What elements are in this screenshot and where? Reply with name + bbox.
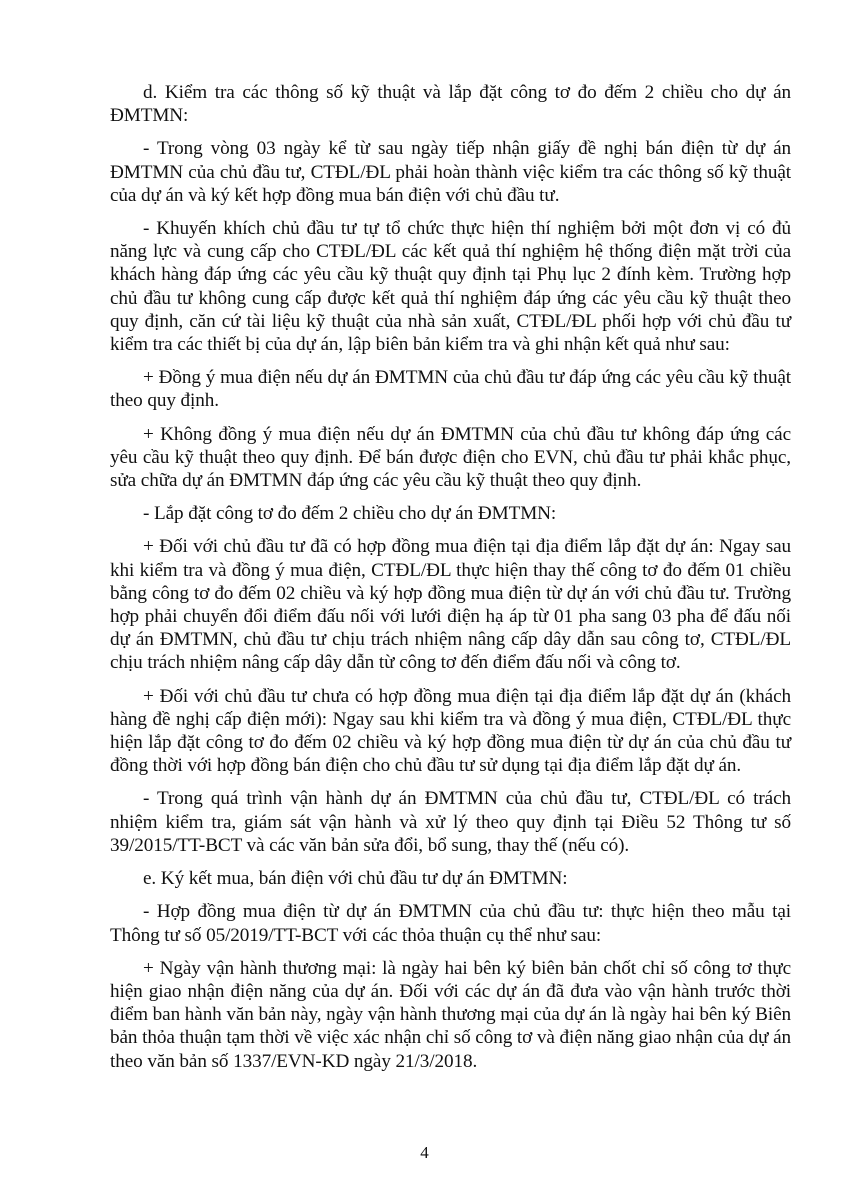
section-d-heading: d. Kiểm tra các thông số kỹ thuật và lắp đặt công tơ đo đếm 2 chiều cho dự án ĐMTMN:	[110, 82, 791, 127]
document-page	[110, 81, 791, 1083]
paragraph-existing-contract: + Đối với chủ đầu tư đã có hợp đồng mua điện tại địa điểm lắp đặt dự án: Ngay sau khi kiểm tra và đồng ý mua điện, CTĐL/ĐL thực hiện thay thế công tơ đo đếm 01 chiều bằng công tơ đo đếm 02 chiều và ký hợp đồng mua điện từ dự án với chủ đầu tư. Trường hợp phải chuyển đổi điểm đấu nối với lưới điện hạ áp từ 01 pha sang 03 pha để đấu nối dự án ĐMTMN, chủ đầu tư chịu trách nhiệm nâng cấp dây dẫn sau công tơ, CTĐL/ĐL chịu trách nhiệm nâng cấp dây dẫn từ công tơ đến điểm đấu nối và công tơ.	[110, 536, 791, 674]
paragraph-disagree-purchase: + Không đồng ý mua điện nếu dự án ĐMTMN của chủ đầu tư không đáp ứng các yêu cầu kỹ thuật theo quy định. Để bán được điện cho EVN, chủ đầu tư phải khắc phục, sửa chữa dự án ĐMTMN đáp ứng các yêu cầu kỹ thuật theo quy định.	[110, 423, 791, 492]
paragraph-operation-supervision: - Trong quá trình vận hành dự án ĐMTMN của chủ đầu tư, CTĐL/ĐL có trách nhiệm kiểm tra, giám sát vận hành và xử lý theo quy định tại Điều 52 Thông tư số 39/2015/TT-BCT và các văn bản sửa đổi, bổ sung, thay thế (nếu có).	[110, 788, 791, 856]
paragraph-testing-encouragement: - Khuyến khích chủ đầu tư tự tổ chức thực hiện thí nghiệm bởi một đơn vị có đủ năng lực và cung cấp cho CTĐL/ĐL các kết quả thí nghiệm hệ thống điện mặt trời của khách hàng đáp ứng các yêu cầu kỹ thuật quy định tại Phụ lục 2 đính kèm. Trường hợp chủ đầu tư không cung cấp được kết quả thí nghiệm đáp ứng các yêu cầu kỹ thuật theo quy định, căn cứ tài liệu kỹ thuật của nhà sản xuất, CTĐL/ĐL phối hợp với chủ đầu tư kiểm tra các thiết bị của dự án, lập biên bản kiểm tra và ghi nhận kết quả như sau:	[110, 218, 791, 356]
paragraph-new-contract: + Đối với chủ đầu tư chưa có hợp đồng mua điện tại địa điểm lắp đặt dự án (khách hàng đề nghị cấp điện mới): Ngay sau khi kiểm tra và đồng ý mua điện, CTĐL/ĐL thực hiện lắp đặt công tơ đo đếm 02 chiều và ký hợp đồng mua điện từ dự án của chủ đầu tư đồng thời với hợp đồng bán điện cho chủ đầu tư sử dụng tại địa điểm lắp đặt dự án.	[110, 685, 791, 777]
page-number: 4	[420, 1143, 429, 1162]
paragraph-inspection-deadline: - Trong vòng 03 ngày kể từ sau ngày tiếp nhận giấy đề nghị bán điện từ dự án ĐMTMN của chủ đầu tư, CTĐL/ĐL phải hoàn thành việc kiểm tra các thông số kỹ thuật của dự án và ký kết hợp đồng mua bán điện với chủ đầu tư.	[110, 138, 791, 206]
paragraph-commercial-operation-date: + Ngày vận hành thương mại: là ngày hai bên ký biên bản chốt chỉ số công tơ thực hiện giao nhận điện năng của dự án. Đối với các dự án đã đưa vào vận hành trước thời điểm ban hành văn bản này, ngày vận hành thương mại của dự án là ngày hai bên ký Biên bản thỏa thuận tạm thời về việc xác nhận chỉ số công tơ và điện năng giao nhận của dự án theo văn bản số 1337/EVN-KD ngày 21/3/2018.	[110, 957, 791, 1072]
paragraph-meter-installation: - Lắp đặt công tơ đo đếm 2 chiều cho dự án ĐMTMN:	[143, 503, 557, 525]
paragraph-contract-template: - Hợp đồng mua điện từ dự án ĐMTMN của chủ đầu tư: thực hiện theo mẫu tại Thông tư số 05/2019/TT-BCT với các thỏa thuận cụ thể như sau:	[110, 901, 791, 946]
section-e-heading: e. Ký kết mua, bán điện với chủ đầu tư dự án ĐMTMN:	[143, 868, 568, 890]
paragraph-agree-purchase: + Đồng ý mua điện nếu dự án ĐMTMN của chủ đầu tư đáp ứng các yêu cầu kỹ thuật theo quy định.	[110, 367, 791, 412]
